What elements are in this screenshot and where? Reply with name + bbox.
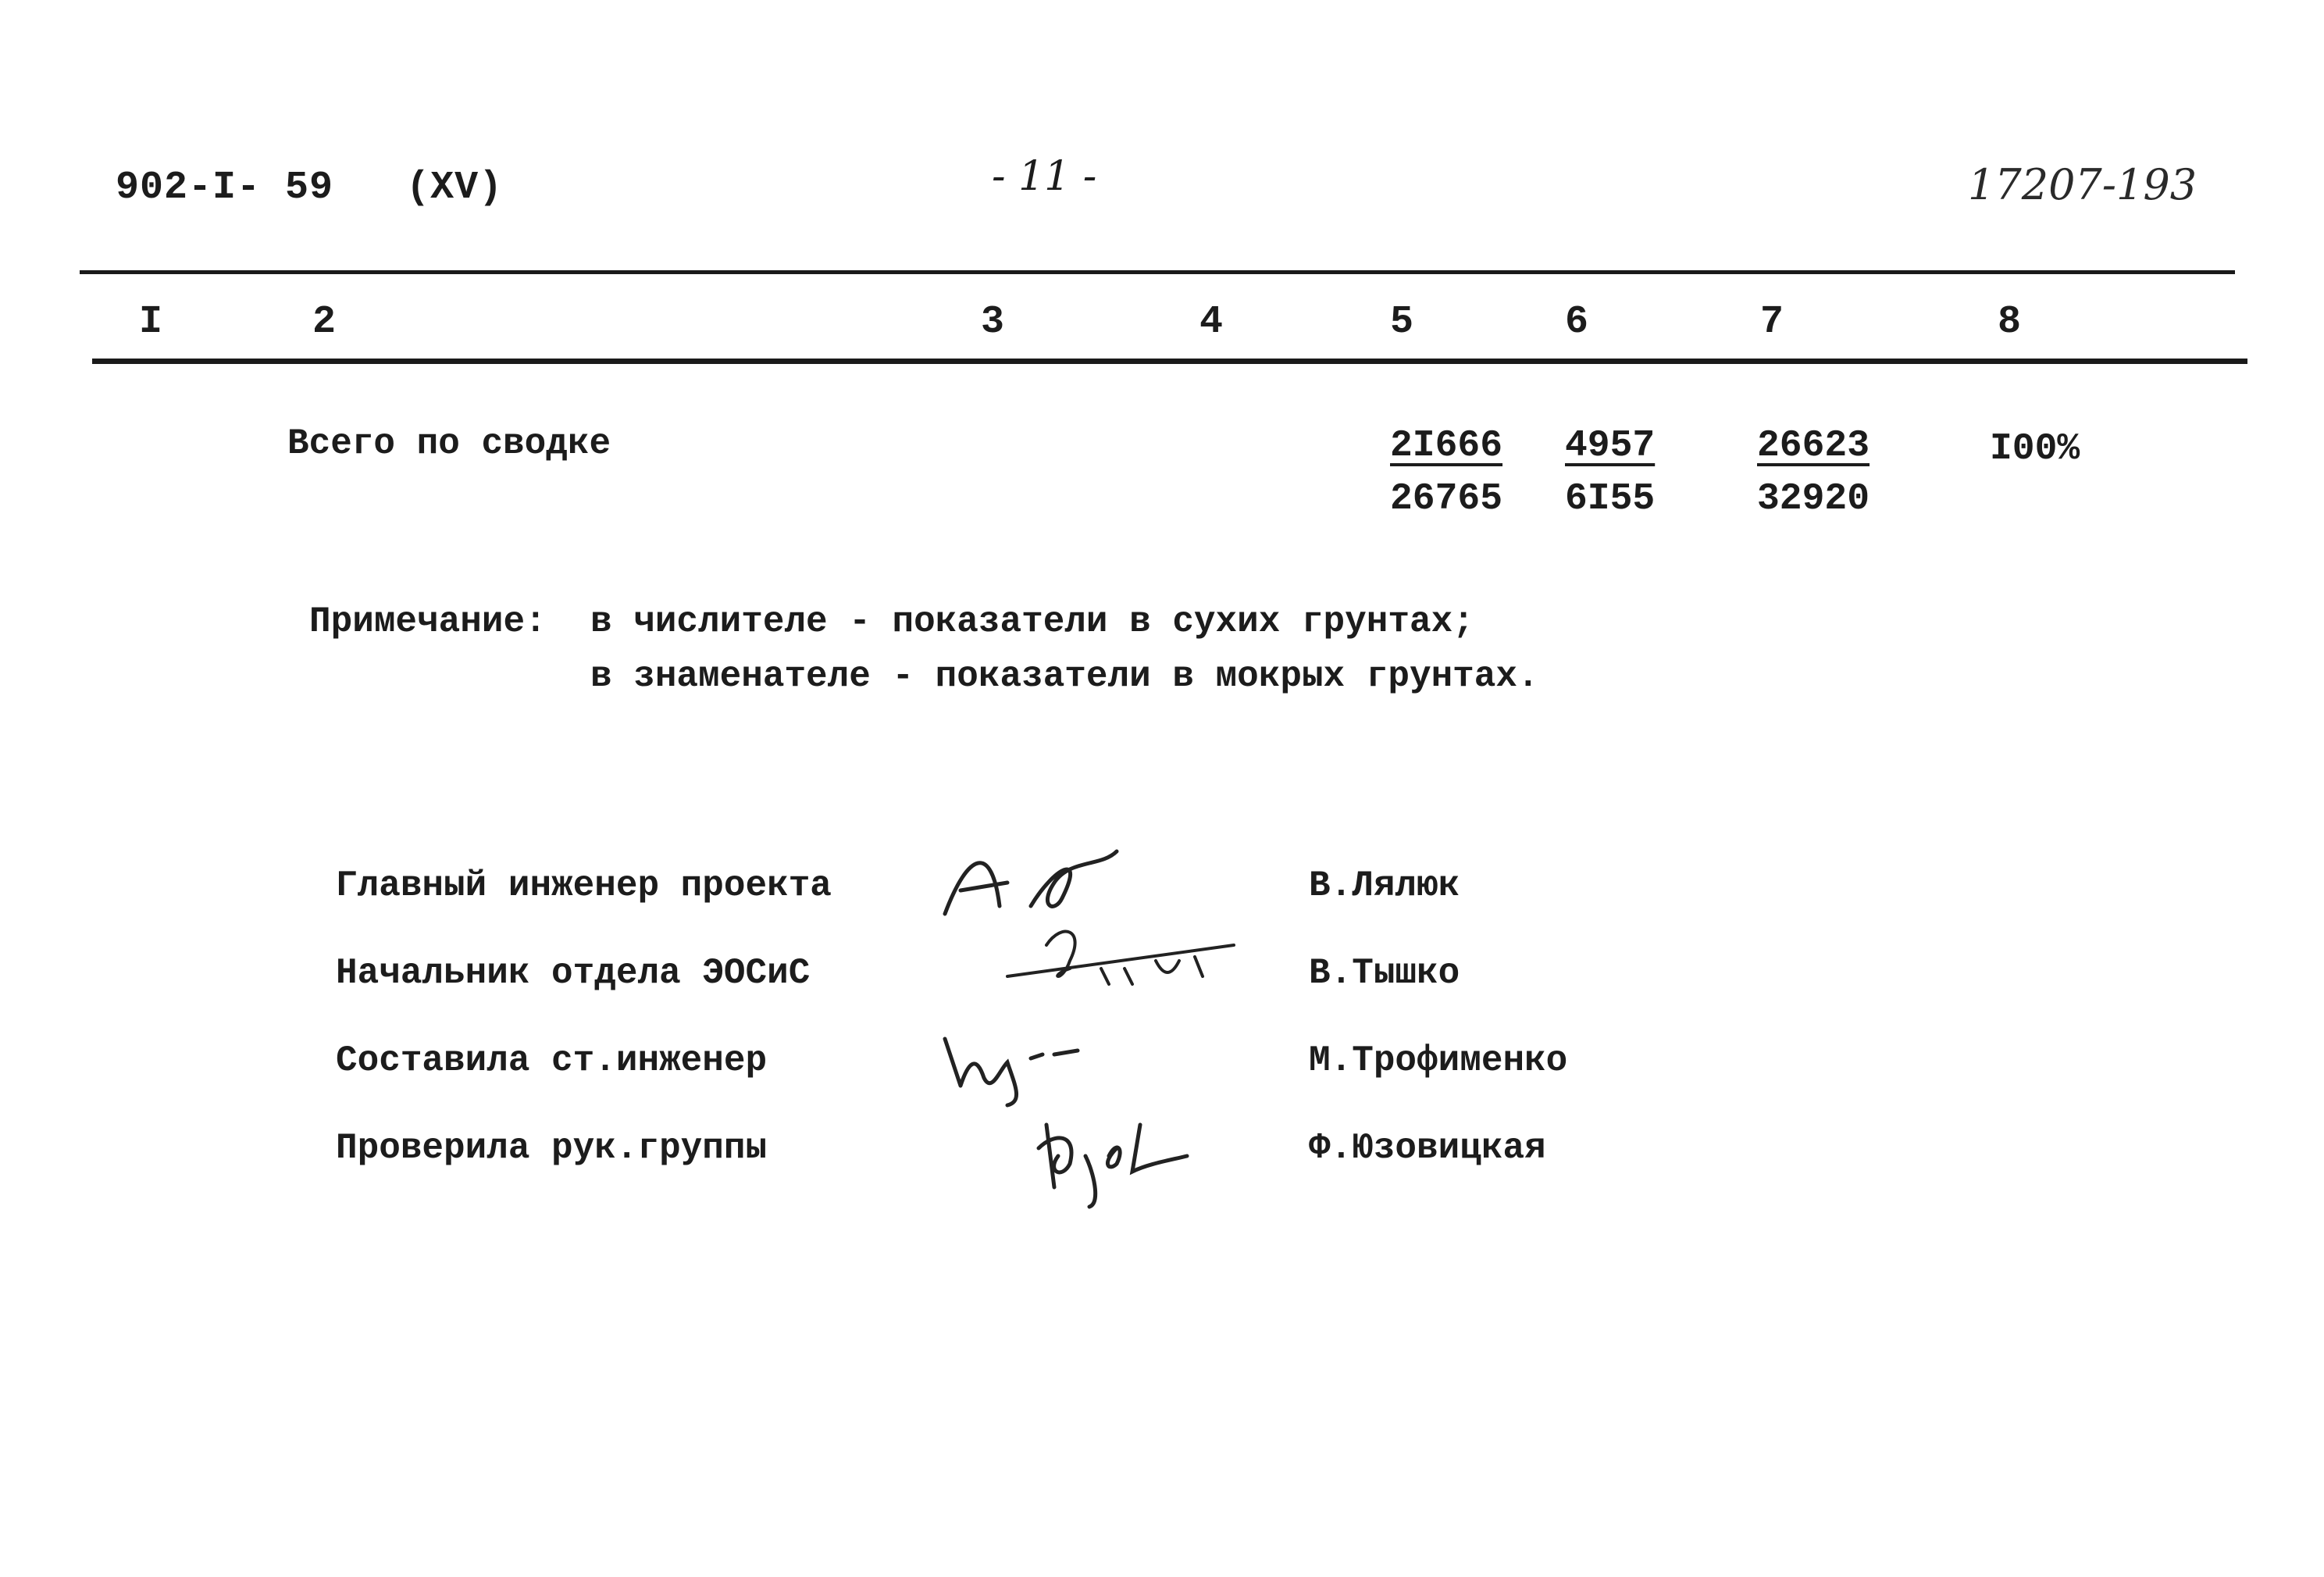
table-top-rule bbox=[80, 270, 2235, 274]
col5-numerator: 2I666 bbox=[1390, 425, 1503, 467]
column-number-2: 2 bbox=[312, 300, 337, 344]
col8-percent: I00% bbox=[1990, 428, 2080, 470]
summary-row-label: Всего по сводке bbox=[287, 423, 611, 464]
column-number-7: 7 bbox=[1760, 300, 1784, 344]
signature-role-4: Проверила рук.группы bbox=[336, 1128, 768, 1168]
signature-role-1: Главный инженер проекта bbox=[336, 865, 832, 906]
column-number-3: 3 bbox=[981, 300, 1005, 344]
table-header-rule bbox=[92, 359, 2247, 364]
signature-role-2: Начальник отдела ЭОСиС bbox=[336, 953, 811, 994]
signature-mark-2 bbox=[1000, 914, 1249, 1000]
archive-number: 17207-193 bbox=[1968, 160, 2197, 209]
document-code: 902-I- 59 (XV) bbox=[116, 166, 504, 210]
col7-denominator: 32920 bbox=[1757, 478, 1870, 520]
signature-name-3: М.Трофименко bbox=[1309, 1040, 1568, 1081]
col7-numerator: 26623 bbox=[1757, 425, 1870, 467]
col6-numerator: 4957 bbox=[1565, 425, 1656, 467]
signature-mark-4 bbox=[1023, 1101, 1195, 1211]
column-number-1: I bbox=[139, 300, 163, 344]
signature-name-1: В.Лялюк bbox=[1309, 865, 1460, 906]
note-line-2: в знаменателе - показатели в мокрых грунтах. bbox=[590, 656, 1539, 697]
signature-mark-3 bbox=[929, 1023, 1101, 1109]
note-label: Примечание: bbox=[309, 601, 547, 642]
column-number-6: 6 bbox=[1565, 300, 1589, 344]
document-part: (XV) bbox=[406, 166, 504, 210]
signature-name-2: В.Тышко bbox=[1309, 953, 1460, 994]
signature-role-3: Составила ст.инженер bbox=[336, 1040, 768, 1081]
sheet-number: - 11 - bbox=[992, 153, 1097, 200]
col6-denominator: 6I55 bbox=[1565, 478, 1656, 520]
column-number-8: 8 bbox=[1998, 300, 2022, 344]
column-number-4: 4 bbox=[1199, 300, 1224, 344]
signature-name-4: Ф.Юзовицкая bbox=[1309, 1128, 1546, 1168]
col5-denominator: 26765 bbox=[1390, 478, 1503, 520]
note-line-1: в числителе - показатели в сухих грунтах; bbox=[590, 601, 1474, 642]
column-number-5: 5 bbox=[1390, 300, 1414, 344]
